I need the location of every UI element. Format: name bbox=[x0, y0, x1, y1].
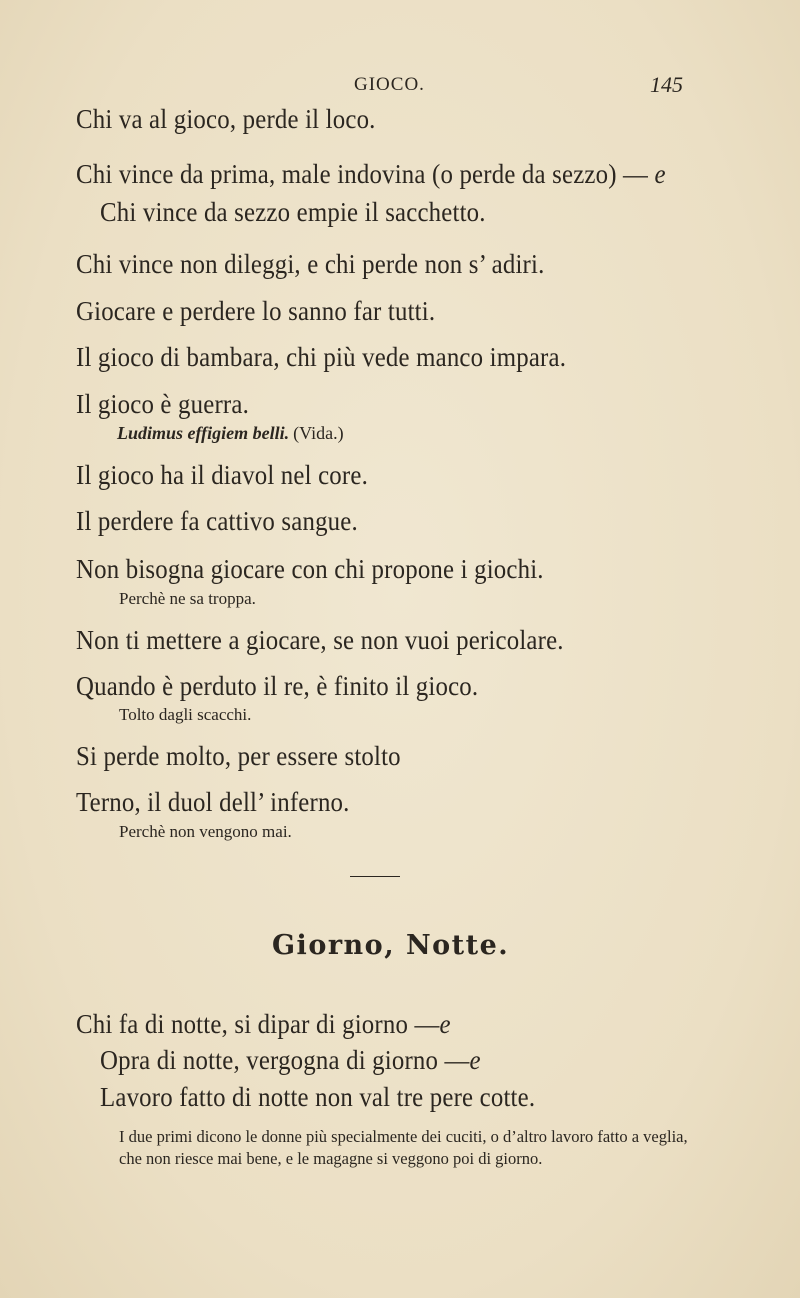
explanatory-note: Tolto dagli scacchi. bbox=[119, 705, 252, 724]
latin-quote bbox=[117, 423, 344, 444]
proverb-line: Non ti mettere a giocare, se non vuoi pericolare. bbox=[76, 625, 564, 655]
conjunction-e: e bbox=[439, 1009, 451, 1039]
proverb-line: Chi vince da sezzo empie il sacchetto. bbox=[100, 197, 486, 227]
proverb-line: Quando è perduto il re, è finito il gioco. bbox=[76, 671, 479, 701]
proverb-line bbox=[76, 159, 666, 190]
running-title: GIOCO. bbox=[354, 74, 425, 95]
section-divider bbox=[350, 876, 400, 877]
proverb-line: Terno, il duol dell’ inferno. bbox=[76, 787, 350, 817]
proverb-text: Chi fa di notte, si dipar di giorno — bbox=[76, 1009, 440, 1039]
explanatory-note: Perchè non vengono mai. bbox=[119, 822, 292, 841]
proverb-line: Non bisogna giocare con chi propone i giochi. bbox=[76, 554, 544, 584]
proverb-line bbox=[100, 1045, 481, 1076]
proverb-line: Chi va al gioco, perde il loco. bbox=[76, 104, 376, 134]
proverb-text: Chi vince da prima, male indovina (o perde da sezzo) — bbox=[76, 159, 649, 189]
proverb-line: Il gioco è guerra. bbox=[76, 389, 249, 419]
proverb-line bbox=[76, 1009, 451, 1040]
latin-source: (Vida.) bbox=[293, 423, 344, 443]
proverb-line: Il perdere fa cattivo sangue. bbox=[76, 506, 358, 536]
conjunction-e: e bbox=[654, 159, 666, 189]
latin-text: Ludimus effigiem belli. bbox=[117, 423, 290, 443]
conjunction-e: e bbox=[469, 1045, 481, 1075]
proverb-line: Il gioco di bambara, chi più vede manco impara. bbox=[76, 342, 567, 372]
explanatory-note-paragraph: I due primi dicono le donne più specialmente dei cuciti, o d’altro lavoro fatto a veglia, che non riesce mai bene, e le magagne si veggono poi di giorno. bbox=[119, 1127, 688, 1168]
proverb-line: Il gioco ha il diavol nel core. bbox=[76, 460, 368, 490]
proverb-line: Lavoro fatto di notte non val tre pere cotte. bbox=[100, 1082, 536, 1112]
section-title: Giorno, Notte. bbox=[272, 930, 510, 961]
proverb-line: Giocare e perdere lo sanno far tutti. bbox=[76, 296, 436, 326]
proverb-line: Chi vince non dileggi, e chi perde non s’ adiri. bbox=[76, 249, 545, 279]
explanatory-note: Perchè ne sa troppa. bbox=[119, 589, 256, 608]
proverb-line: Si perde molto, per essere stolto bbox=[76, 741, 401, 771]
proverb-text: Opra di notte, vergogna di giorno — bbox=[100, 1045, 470, 1075]
page-number: 145 bbox=[650, 72, 683, 97]
